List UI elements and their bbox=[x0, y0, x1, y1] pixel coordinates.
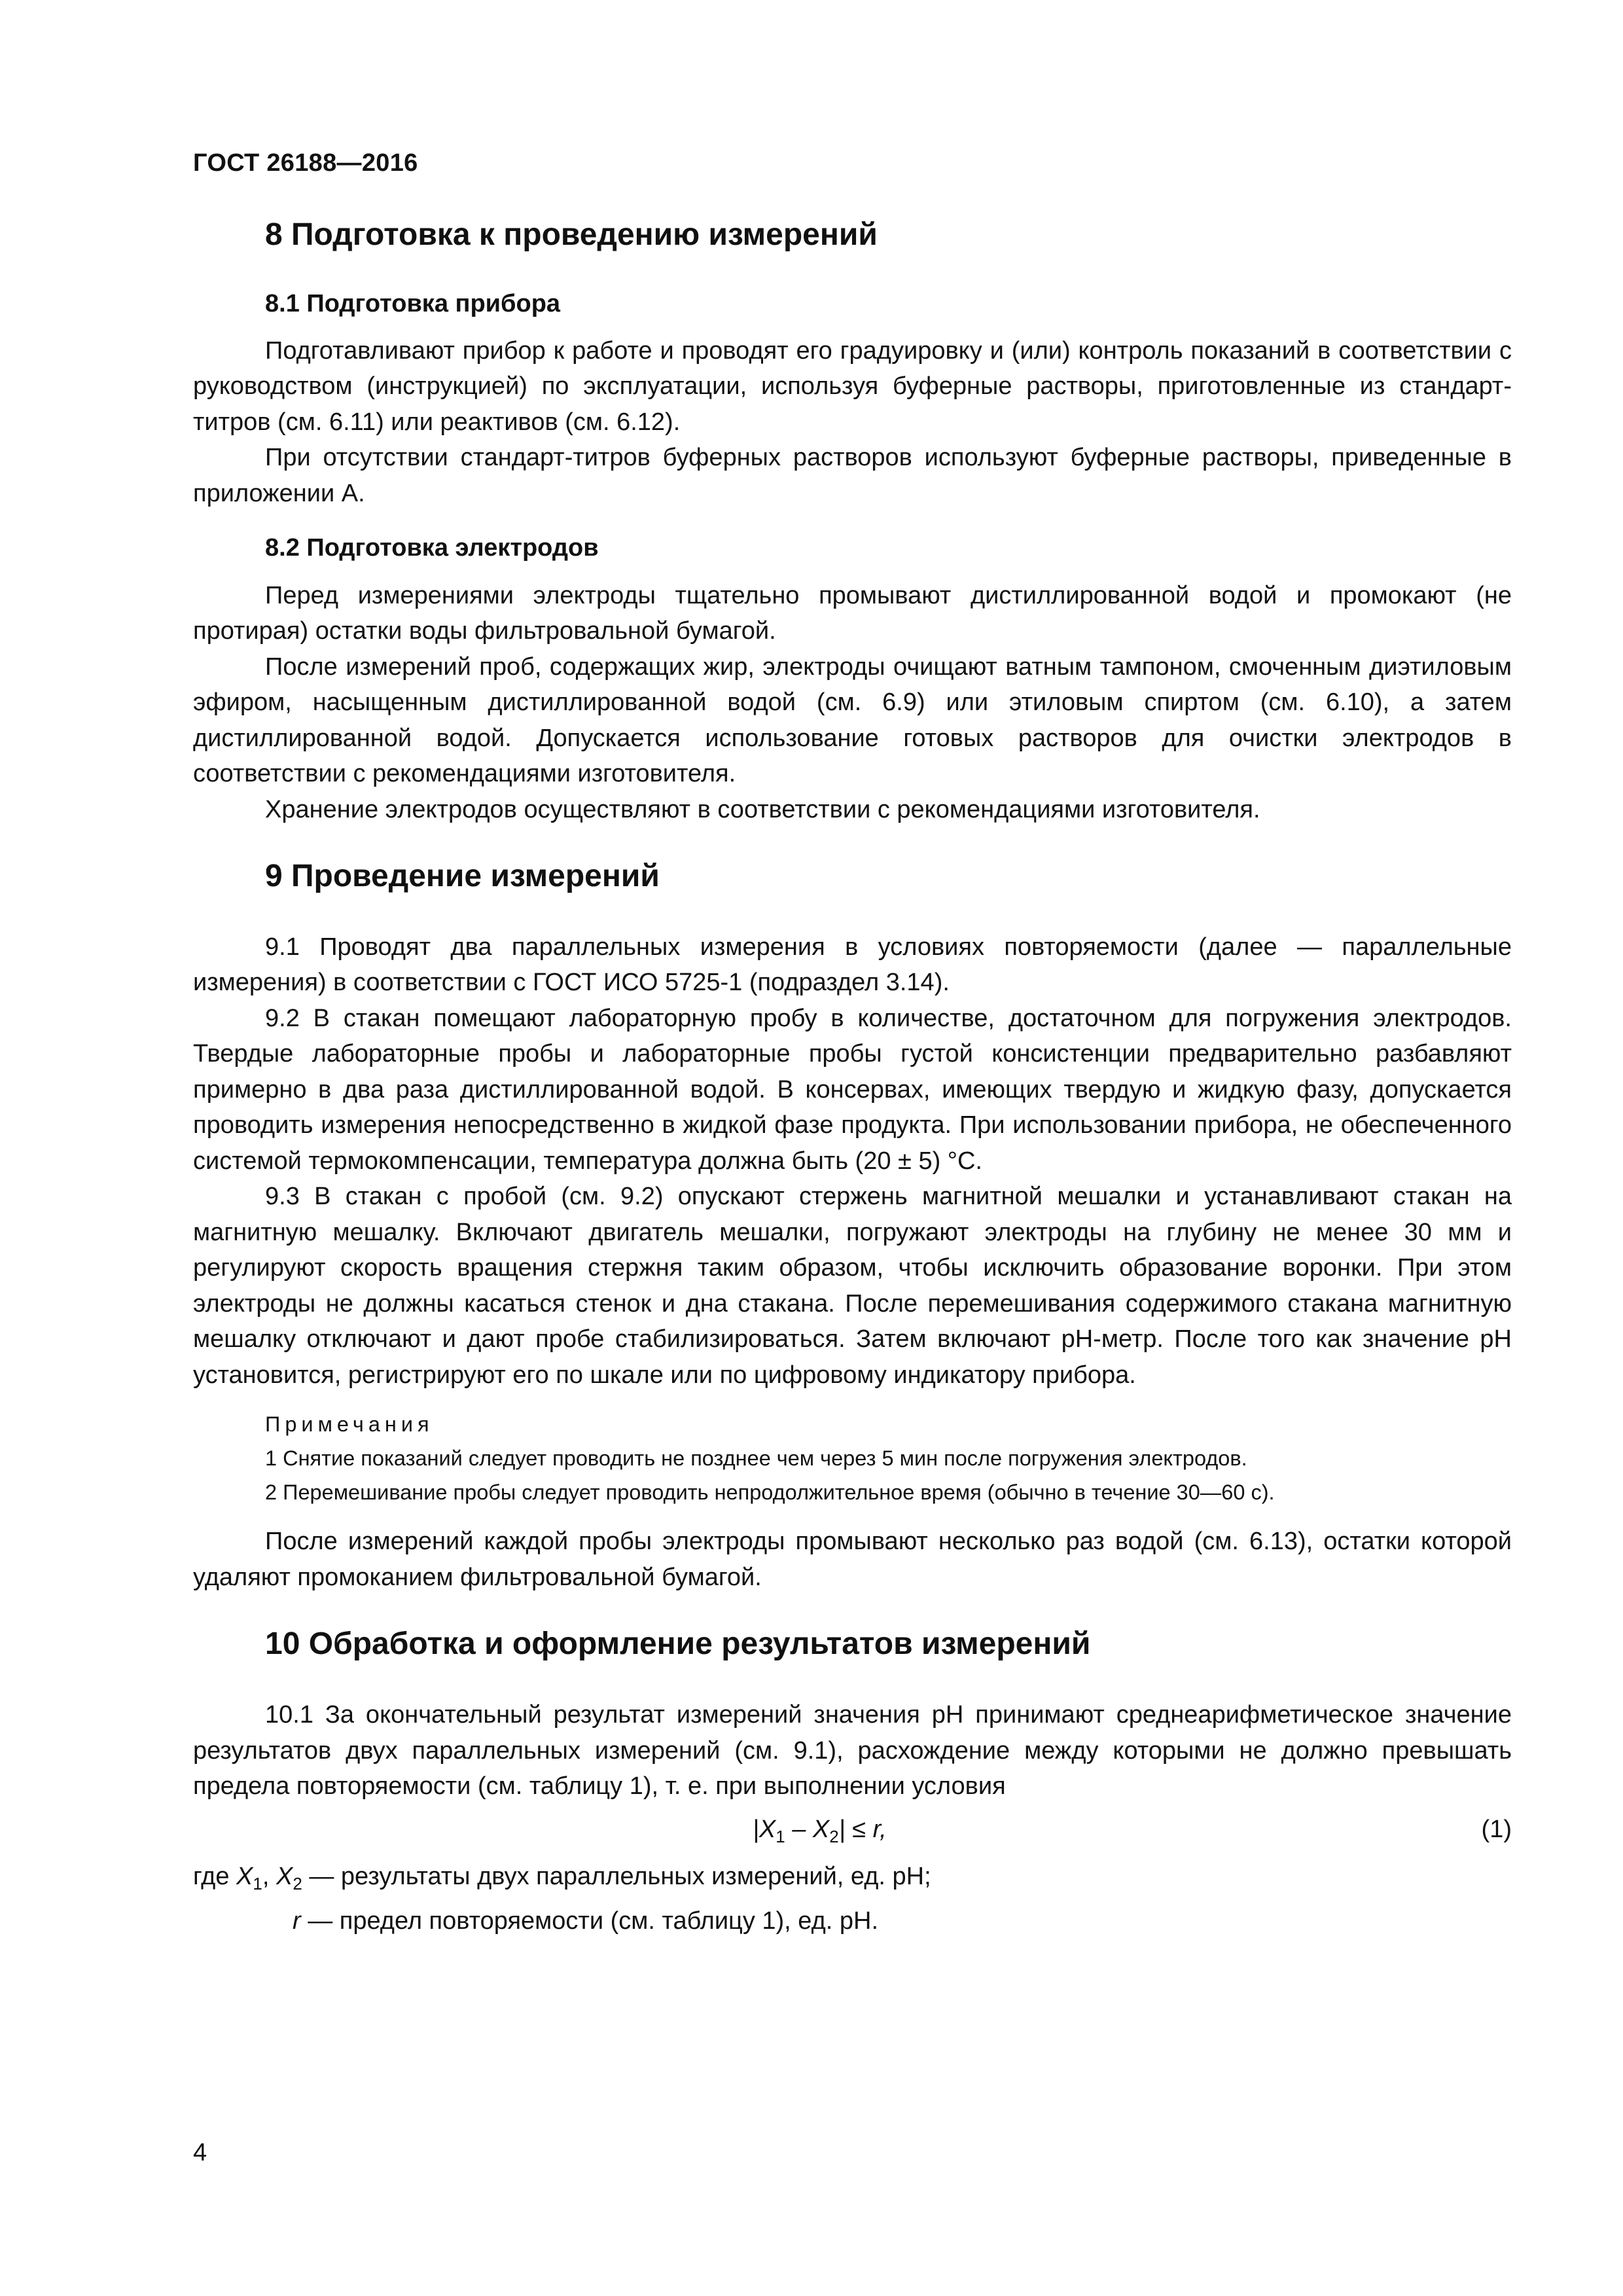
formula-number: (1) bbox=[1481, 1815, 1512, 1843]
page-number: 4 bbox=[193, 2139, 207, 2166]
formula-subscript: 1 bbox=[776, 1826, 785, 1846]
where-prefix: где bbox=[193, 1862, 237, 1890]
section-8-title: 8 Подготовка к проведению измерений bbox=[265, 217, 878, 252]
paragraph: После измерений каждой пробы электроды промывают несколько раз водой (см. 6.13), остатки которой удаляют промоканием фильтровальной бумагой. bbox=[193, 1528, 1512, 1591]
note-item: 2 Перемешивание пробы следует проводить непродолжительное время (обычно в течение 30—60 с). bbox=[265, 1480, 1275, 1505]
paragraph: Хранение электродов осуществляют в соответствии с рекомендациями изготовителя. bbox=[265, 795, 1260, 823]
paragraph: После измерений проб, содержащих жир, электроды очищают ватным тампоном, смоченным диэтиловым эфиром, насыщенным дистиллированной водой (см. 6.9) или этиловым спиртом (см. 6.10), а затем дистиллированной водой. Допускается использование готовых растворов для очистки электродов в соответствии с рекомендациями изготовителя. bbox=[193, 653, 1512, 788]
variable: X bbox=[276, 1862, 293, 1890]
variable-description: — результаты двух параллельных измерений, ед. рН; bbox=[302, 1862, 931, 1890]
formula-part: |X bbox=[753, 1815, 776, 1843]
section-10-title: 10 Обработка и оформление результатов измерений bbox=[265, 1626, 1091, 1662]
subsection-8-2-title: 8.2 Подготовка электродов bbox=[265, 534, 599, 562]
explanation-line bbox=[193, 1899, 1512, 1943]
paragraph: Перед измерениями электроды тщательно промывают дистиллированной водой и промокают (не протирая) остатки воды фильтровальной бумагой. bbox=[193, 581, 1512, 645]
variable-subscript: 2 bbox=[293, 1873, 302, 1893]
separator: , bbox=[262, 1862, 276, 1890]
standard-code-header: ГОСТ 26188—2016 bbox=[193, 149, 418, 177]
formula-subscript: 2 bbox=[829, 1826, 839, 1846]
subsection-8-1-title: 8.1 Подготовка прибора bbox=[265, 289, 561, 317]
formula-expression bbox=[753, 1804, 887, 1854]
formula-part: – X bbox=[785, 1815, 830, 1843]
paragraph: Подготавливают прибор к работе и проводят его градуировку и (или) контроль показаний в соответствии с руководством (инструкцией) по эксплуатации, используя буферные растворы, приготовленные из стандарт-титров (см. 6.11) или реактивов (см. 6.12). bbox=[193, 336, 1512, 436]
formula-part: | ≤ r, bbox=[838, 1815, 887, 1843]
variable: X bbox=[236, 1862, 253, 1890]
paragraph: 9.3 В стакан с пробой (см. 9.2) опускают стержень магнитной мешалки и устанавливают стакан на магнитную мешалку. Включают двигатель мешалки, погружают электроды на глубину не менее 30 мм и регулируют скорость вращения стержня таким образом, чтобы исключить образование воронки. При этом электроды не должны касаться стенок и дна стакана. После перемешивания содержимого стакана магнитную мешалку отключают и дают пробе стабилизироваться. Затем включают рН-метр. После того как значение рН установится, регистрируют его по шкале или по цифровому индикатору прибора. bbox=[193, 1183, 1512, 1389]
variable: r bbox=[293, 1907, 301, 1935]
paragraph: 10.1 За окончательный результат измерений значения рН принимают среднеарифметическое значение результатов двух параллельных измерений (см. 9.1), расхождение между которыми не должно превышать предела повторяемости (см. таблицу 1), т. е. при выполнении условия bbox=[193, 1701, 1512, 1801]
variable-explanation bbox=[193, 1854, 1512, 1943]
document-page bbox=[193, 0, 1512, 2296]
explanation-line bbox=[193, 1854, 1512, 1899]
section-9-title: 9 Проведение измерений bbox=[265, 859, 660, 894]
paragraph: 9.2 В стакан помещают лабораторную пробу в количестве, достаточном для погружения электродов. Твердые лабораторные пробы и лабораторные пробы густой консистенции предварительно разбавляют примерно в два раза дистиллированной водой. В консервах, имеющих твердую и жидкую фазу, допускается проводить измерения непосредственно в жидкой фазе продукта. При использовании прибора, не обеспеченного системой термокомпенсации, температура должна быть (20 ± 5) °С. bbox=[193, 1004, 1512, 1175]
notes-title: Примечания bbox=[265, 1412, 434, 1437]
formula-1 bbox=[193, 1804, 1512, 1854]
note-item: 1 Снятие показаний следует проводить не позднее чем через 5 мин после погружения электродов. bbox=[265, 1446, 1247, 1471]
paragraph: При отсутствии стандарт-титров буферных растворов используют буферные растворы, приведенные в приложении А. bbox=[193, 444, 1512, 507]
notes-block bbox=[265, 1407, 1512, 1509]
paragraph: 9.1 Проводят два параллельных измерения в условиях повторяемости (далее — параллельные измерения) в соответствии с ГОСТ ИСО 5725-1 (подраздел 3.14). bbox=[193, 933, 1512, 997]
variable-description: — предел повторяемости (см. таблицу 1), ед. рН. bbox=[300, 1907, 879, 1935]
variable-subscript: 1 bbox=[253, 1873, 262, 1893]
document-body bbox=[193, 216, 1512, 1943]
